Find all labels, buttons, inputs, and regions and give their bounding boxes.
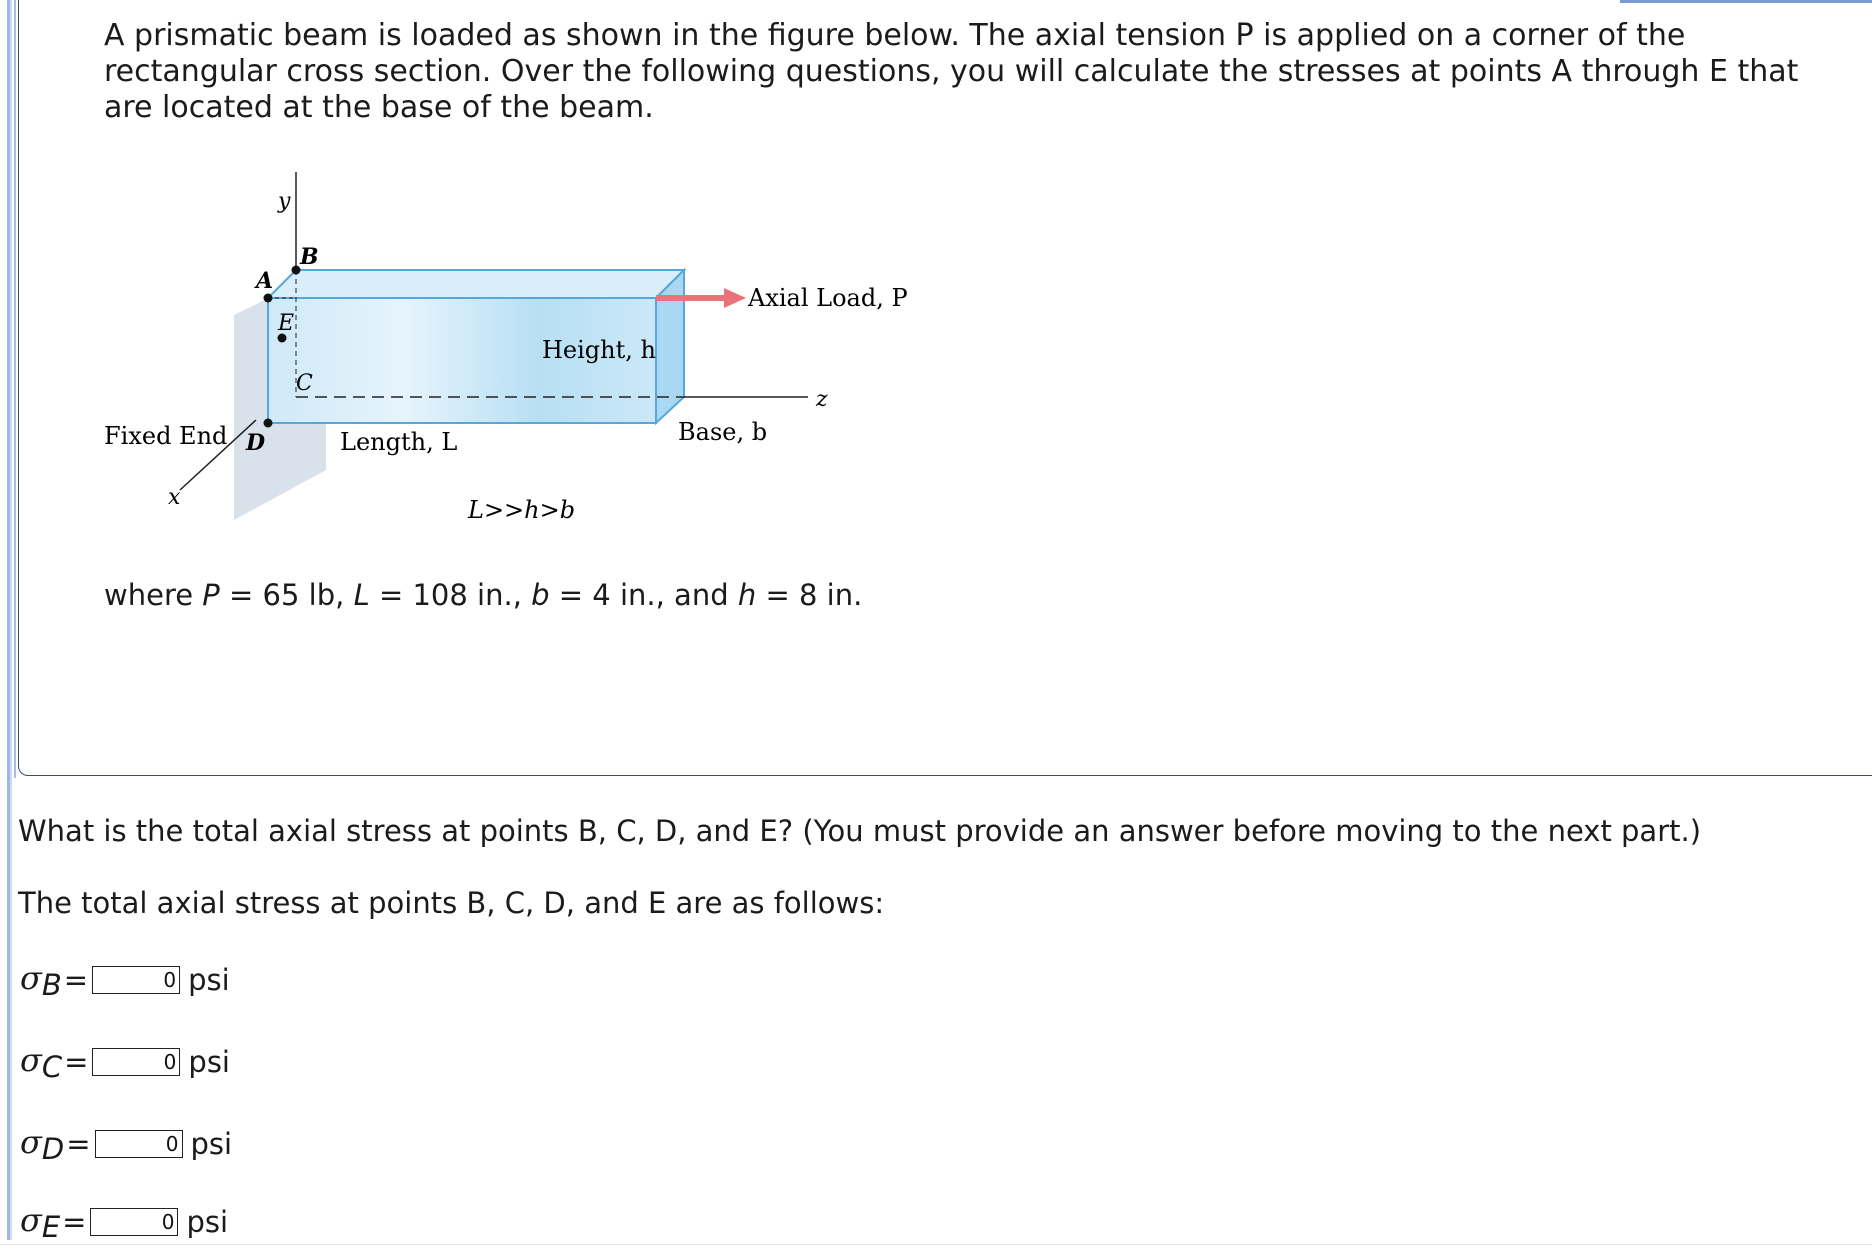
- unit-label: psi: [186, 1205, 229, 1239]
- stress-c-input[interactable]: [92, 1048, 180, 1076]
- height-label: Height, h: [542, 336, 656, 364]
- beam-end-face: [656, 270, 684, 423]
- label-d: D: [246, 430, 266, 456]
- answer-row-e: $\sigma_E$ = 0 psi: [20, 1202, 228, 1242]
- stress-b-input[interactable]: [92, 966, 180, 994]
- symbol-b: b: [531, 578, 550, 612]
- dimension-relation: L>>h>b: [468, 496, 576, 524]
- label-e: E: [278, 311, 295, 336]
- answer-row-b: $\sigma_B$ = 0 psi: [20, 960, 230, 1000]
- base-label: Base, b: [678, 418, 768, 446]
- length-label: Length, L: [340, 428, 458, 456]
- symbol-l: L: [353, 578, 370, 612]
- symbol-p: P: [202, 578, 220, 612]
- fixed-end-label: Fixed End: [104, 422, 228, 450]
- given-values: where P = 65 lb, L = 108 in., b = 4 in., and h = 8 in.: [104, 578, 863, 612]
- label-c: C: [296, 371, 313, 396]
- beam-top-face: [268, 270, 684, 298]
- y-axis-label: y: [278, 189, 291, 214]
- sigma-b-label: $\sigma_B$: [20, 958, 62, 1002]
- stress-d-input[interactable]: [95, 1130, 183, 1158]
- problem-intro: A prismatic beam is loaded as shown in the figure below. The axial tension P is applied on a corner of the rectangular cross section. Over the following questions, you will calculate the stresses at points A through E that are located at the base of the beam.: [104, 18, 1799, 125]
- unit-label: psi: [188, 963, 230, 997]
- label-a: A: [256, 268, 274, 294]
- unit-label: psi: [188, 1045, 230, 1079]
- question-text: What is the total axial stress at points B, C, D, and E? (You must provide an answer before moving to the next part.): [18, 814, 1702, 848]
- answer-row-d: $\sigma_D$ = 0 psi: [20, 1124, 232, 1164]
- axial-load-label: Axial Load, P: [748, 284, 908, 312]
- top-right-accent: [1620, 0, 1872, 3]
- symbol-h: h: [737, 578, 757, 612]
- axial-load-arrow-head: [724, 288, 746, 308]
- panel-accent-bar: [14, 0, 16, 778]
- bottom-divider: [0, 1244, 1872, 1245]
- sigma-d-label: $\sigma_D$: [20, 1122, 65, 1166]
- left-accent-bar-inner: [10, 0, 12, 1240]
- unit-label: psi: [190, 1127, 233, 1161]
- sigma-e-label: $\sigma_E$: [20, 1200, 61, 1244]
- label-b: B: [300, 244, 319, 270]
- beam-diagram: [96, 160, 956, 560]
- beam-figure: [96, 160, 956, 560]
- point-a-marker: [264, 294, 273, 303]
- point-d-marker: [264, 419, 273, 428]
- answer-row-c: $\sigma_C$ = 0 psi: [20, 1042, 230, 1082]
- stress-e-input[interactable]: [90, 1208, 178, 1236]
- sigma-c-label: $\sigma_C$: [20, 1040, 63, 1084]
- x-axis-label: x: [168, 485, 181, 510]
- z-axis-label: z: [816, 387, 828, 412]
- answer-intro-text: The total axial stress at points B, C, D, and E are as follows:: [18, 886, 885, 920]
